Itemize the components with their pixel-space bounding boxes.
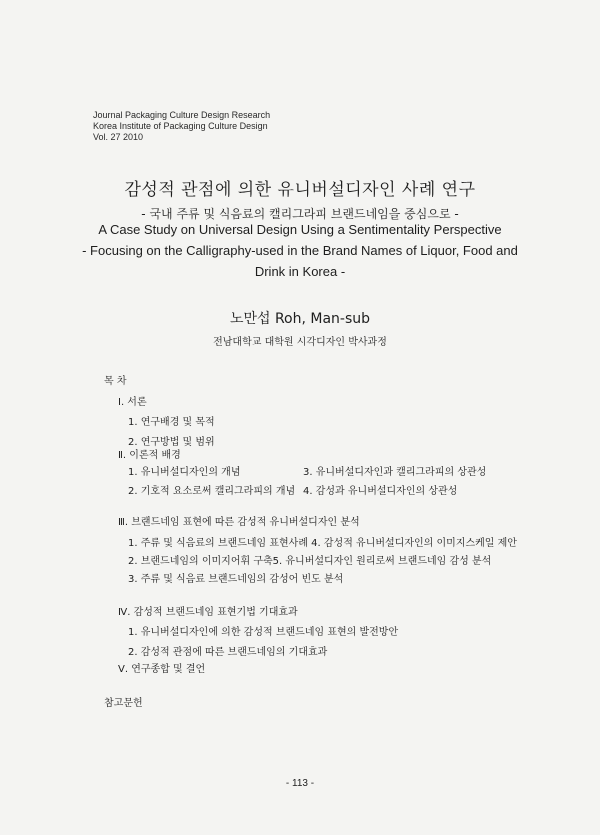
- journal-name: Journal Packaging Culture Design Research: [93, 110, 271, 120]
- toc-item-2-1: 1. 유니버설디자인의 개념: [128, 467, 241, 478]
- toc-item-1-1: 1. 연구배경 및 목적: [128, 417, 215, 428]
- toc-section-2: Ⅱ. 이론적 배경: [118, 450, 181, 461]
- toc-item-3-2: 2. 브랜드네임의 이미지어휘 구축5. 유니버설디자인 원리로써 브랜드네임 감성 분석: [128, 556, 492, 567]
- toc-item-2-4: 4. 감성과 유니버설디자인의 상관성: [303, 486, 458, 497]
- toc-item-1-2: 2. 연구방법 및 범위: [128, 437, 215, 448]
- toc-section-3: Ⅲ. 브랜드네임 표현에 따른 감성적 유니버설디자인 분석: [118, 517, 360, 528]
- korean-subtitle: - 국내 주류 및 식음료의 캘리그라피 브랜드네임을 중심으로 -: [141, 207, 459, 221]
- toc-item-4-2: 2. 감성적 관점에 따른 브랜드네임의 기대효과: [128, 647, 328, 658]
- english-title-line-1: A Case Study on Universal Design Using a Sentimentality Perspective: [98, 222, 502, 237]
- korean-title: 감성적 관점에 의한 유니버설디자인 사례 연구: [124, 180, 476, 200]
- toc-heading: 목 차: [104, 376, 127, 387]
- toc-section-4: Ⅳ. 감성적 브랜드네임 표현기법 기대효과: [118, 607, 298, 618]
- journal-header: [93, 110, 270, 143]
- institute-name: Korea Institute of Packaging Culture Design: [93, 121, 268, 131]
- toc-item-3-3: 3. 주류 및 식음료 브랜드네임의 감성어 빈도 분석: [128, 574, 344, 585]
- toc-item-2-2: 2. 기호적 요소로써 캘리그라피의 개념: [128, 486, 296, 497]
- toc-item-2-3: 3. 유니버설디자인과 캘리그라피의 상관성: [303, 467, 487, 478]
- english-title-line-2: - Focusing on the Calligraphy-used in the Brand Names of Liquor, Food and: [82, 243, 518, 258]
- author-name: 노만섭 Roh, Man-sub: [229, 311, 371, 327]
- author-affiliation: 전남대학교 대학원 시각디자인 박사과정: [213, 337, 387, 348]
- toc-item-3-1: 1. 주류 및 식음료의 브랜드네임 표현사례 4. 감성적 유니버설디자인의 이미지스케일 제안: [128, 538, 517, 549]
- page-number: - 113 -: [285, 778, 315, 789]
- toc-references: 참고문헌: [104, 698, 143, 709]
- english-title-line-3: Drink in Korea -: [254, 264, 346, 279]
- toc-section-1: Ⅰ. 서론: [118, 397, 147, 408]
- toc-section-5: Ⅴ. 연구종합 및 결언: [118, 664, 206, 675]
- toc-item-4-1: 1. 유니버설디자인에 의한 감성적 브랜드네임 표현의 발전방안: [128, 627, 399, 638]
- volume-info: Vol. 27 2010: [93, 132, 144, 142]
